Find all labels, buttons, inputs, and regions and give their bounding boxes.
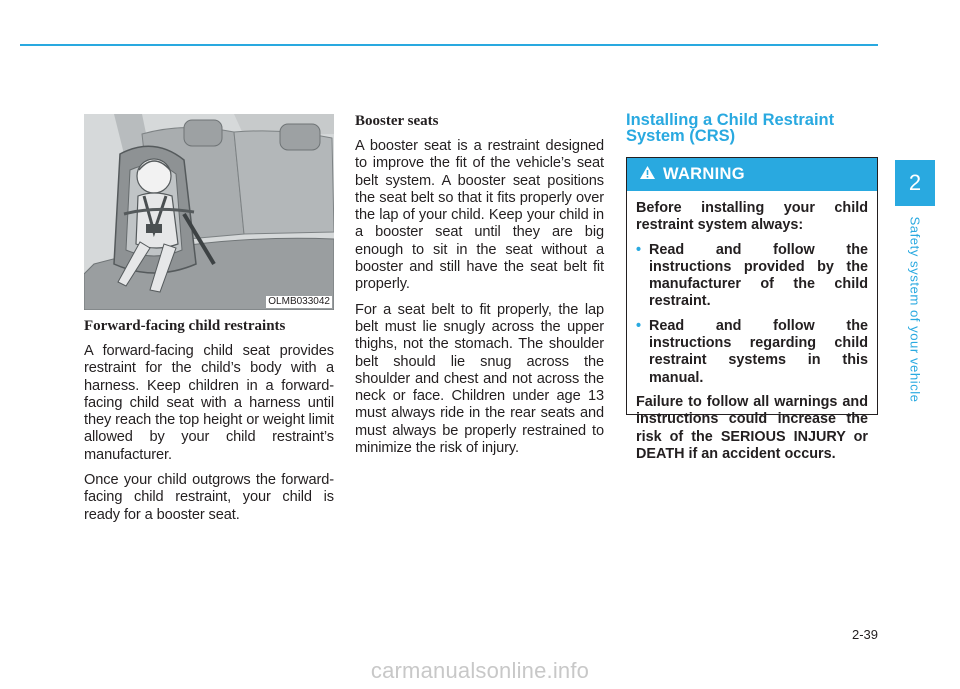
warning-triangle-icon (639, 165, 656, 185)
warning-header (627, 158, 877, 191)
warning-bullet-list (636, 242, 868, 387)
child-seat-drawing (84, 114, 334, 310)
warning-closing: Failure to follow all warnings and instructions could increase the risk of the SERIOUS INJURY or DEATH if an accident occurs. (636, 393, 868, 462)
top-rule (20, 44, 878, 46)
watermark: carmanualsonline.info (370, 658, 590, 683)
forward-facing-paragraph-2: Once your child outgrows the forward-facing child restraint, your child is ready for a booster seat. (84, 472, 334, 523)
forward-facing-paragraph-1: A forward-facing child seat provides restraint for the child’s body with a harness. Keep children in a forward-facing child seat with a harness until they reach the top height or weight limit allowed by your child restraint’s manufacturer. (84, 343, 334, 463)
chapter-tab: 2 (895, 160, 935, 206)
booster-paragraph-1: A booster seat is a restraint designed to improve the fit of the vehicle’s seat belt system. A booster seat positions the seat belt so that it fits properly over the lap of your child. Keep your child in a booster seat until they are big enough to sit in the seat without a booster and still have the seat belt fit properly. (355, 138, 604, 293)
warning-label: WARNING (663, 165, 745, 183)
booster-heading: Booster seats (355, 113, 439, 129)
warning-bullet-text: Read and follow the instructions regarding child restraint systems in this manual. (649, 317, 868, 386)
warning-box (626, 157, 878, 462)
page-number: 2-39 (851, 627, 878, 642)
warning-body (627, 191, 877, 463)
warning-bullet (636, 318, 868, 387)
warning-bullet (636, 242, 868, 311)
bullet-dot-icon: • (636, 241, 642, 258)
booster-paragraph-2: For a seat belt to fit properly, the lap belt must lie snugly across the upper thighs, not the stomach. The shoulder belt should lie snug across the shoulder and chest and not across the neck or face. Children under age 13 must always ride in the rear seats and must always be properly restrained to minimize the risk of injury. (355, 301, 604, 457)
chapter-title-vertical (896, 212, 934, 407)
illustration-code: OLMB033042 (268, 296, 330, 307)
warning-intro: Before installing your child restraint system always: (636, 200, 868, 234)
chapter-title-text: Safety system of your vehicle (907, 216, 923, 403)
installing-crs-title: Installing a Child Restraint System (CRS) (626, 111, 835, 145)
booster-section (355, 113, 604, 465)
child-seat-illustration (84, 114, 334, 310)
warning-bullet-text: Read and follow the instructions provided by the manufacturer of the child restraint. (649, 241, 868, 310)
bullet-dot-icon: • (636, 317, 642, 334)
forward-facing-heading: Forward-facing child restraints (84, 318, 286, 334)
forward-facing-section (84, 318, 334, 532)
